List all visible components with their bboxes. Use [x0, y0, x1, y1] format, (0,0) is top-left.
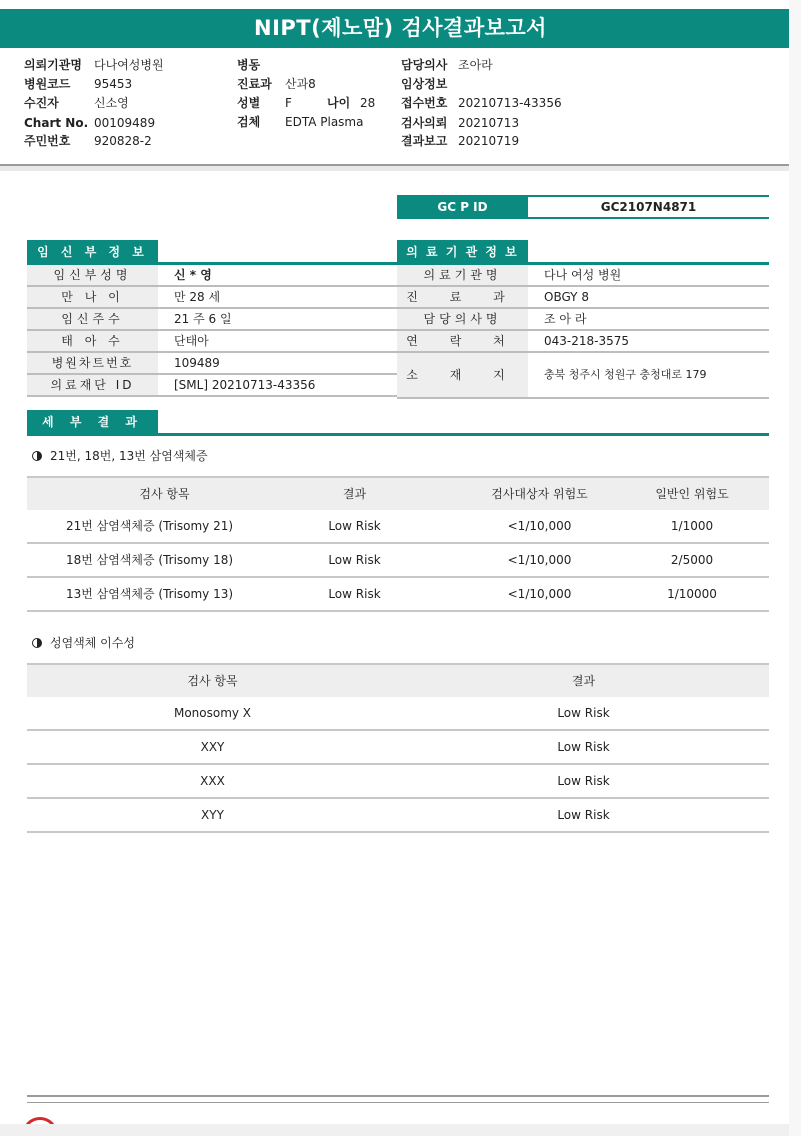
- header-key: 검사의뢰: [401, 116, 448, 130]
- pregnant-section-tab: 임 신 부 정 보: [27, 240, 158, 264]
- pregnant-row-chart: [27, 353, 398, 375]
- header-value: 20210719: [458, 134, 520, 148]
- header-cell: 검사 항목: [139, 487, 190, 501]
- header-value: 산과8: [285, 77, 316, 91]
- general-risk-cell: 1/10000: [667, 587, 717, 601]
- header-key: 병동: [237, 58, 261, 72]
- detail-section-line: [27, 433, 769, 436]
- clinic-section-tab: 의 료 기 관 정 보: [397, 240, 528, 264]
- header-cell: 결과: [342, 487, 367, 501]
- header-age-label: 나이: [327, 96, 351, 110]
- general-risk-cell: 2/5000: [670, 553, 714, 567]
- header-row-request-date: [401, 114, 519, 132]
- pregnant-row-age: [27, 287, 398, 309]
- item-cell: 13번 삼염색체증 (Trisomy 13): [65, 587, 234, 601]
- header-cell: 일반인 위험도: [655, 487, 729, 501]
- header-cell: 검사대상자 위험도: [491, 487, 588, 501]
- header-value: EDTA Plasma: [285, 115, 364, 129]
- header-row-sex: [237, 94, 375, 112]
- table-row: [27, 510, 769, 544]
- footer-divider: [27, 1095, 769, 1097]
- field-value: 충북 청주시 청원구 충청대로 179: [544, 368, 707, 381]
- field-label: 병원차트번호: [27, 353, 158, 373]
- field-value: 043-218-3575: [544, 334, 630, 348]
- table-row: [27, 765, 769, 799]
- header-key: 결과보고: [401, 134, 448, 148]
- subject-risk-cell: <1/10,000: [507, 587, 572, 601]
- field-label: 담당의사명: [397, 309, 528, 329]
- patient-header: [0, 54, 801, 164]
- header-key: 접수번호: [401, 96, 448, 110]
- header-key: 담당의사: [401, 58, 448, 72]
- subject-risk-cell: <1/10,000: [507, 519, 572, 533]
- clinic-row-department: [397, 287, 769, 309]
- table-row: [27, 731, 769, 765]
- header-value: 신소영: [94, 96, 129, 110]
- table-row: [27, 578, 769, 612]
- header-value: 조아라: [458, 58, 493, 72]
- header-row-report-date: [401, 132, 519, 150]
- header-value: 95453: [94, 77, 133, 91]
- pregnant-row-foundation-id: [27, 375, 398, 397]
- field-label: 임신주수: [27, 309, 158, 329]
- header-value: F: [285, 96, 292, 110]
- pregnant-row-fetus: [27, 331, 398, 353]
- header-value: 920828-2: [94, 134, 152, 148]
- result-cell: Low Risk: [557, 808, 610, 822]
- field-value: 109489: [174, 356, 220, 370]
- header-key: 주민번호: [24, 134, 71, 148]
- header-value: 20210713: [458, 116, 520, 130]
- field-value: 신 * 영: [174, 268, 212, 282]
- header-shade: [0, 166, 801, 171]
- field-value: 조 아 라: [544, 312, 587, 326]
- header-key: 진료과: [237, 77, 272, 91]
- half-circle-icon: [32, 451, 42, 461]
- header-key: Chart No.: [24, 116, 89, 130]
- clinic-row-address: [397, 353, 769, 399]
- header-row-clinical-info: [401, 75, 458, 93]
- header-key: 검체: [237, 115, 261, 129]
- item-cell: XYY: [201, 808, 224, 822]
- item-cell: 18번 삼염색체증 (Trisomy 18): [65, 553, 234, 567]
- item-cell: XXY: [200, 740, 225, 754]
- header-row-hospital-code: [24, 75, 132, 93]
- result-cell: Low Risk: [328, 587, 381, 601]
- sex-chrom-subtitle-text: 성염색체 이수성: [50, 636, 135, 650]
- result-cell: Low Risk: [557, 740, 610, 754]
- result-cell: Low Risk: [328, 553, 381, 567]
- pregnant-row-weeks: [27, 309, 398, 331]
- gc-id-label: GC P ID: [397, 197, 528, 217]
- field-value: 단태아: [174, 334, 209, 348]
- footer-divider-thin: [27, 1102, 769, 1103]
- field-label: 소 재 지: [397, 353, 528, 397]
- general-risk-cell: 1/1000: [670, 519, 714, 533]
- field-label: 임신부성명: [27, 265, 158, 285]
- gc-id-value: GC2107N4871: [600, 200, 697, 214]
- header-row-receipt-no: [401, 94, 562, 112]
- clinic-row-doctor: [397, 309, 769, 331]
- header-row-institution: [24, 56, 164, 74]
- header-row-doctor: [401, 56, 493, 74]
- header-cell: 결과: [571, 674, 596, 688]
- header-key: 의뢰기관명: [24, 58, 82, 72]
- table-header: [27, 476, 769, 510]
- gc-id-box: [397, 195, 769, 219]
- field-label: 만 나 이: [27, 287, 158, 307]
- header-value: 00109489: [94, 116, 156, 130]
- header-row-ward: [237, 56, 285, 74]
- horizontal-scrollbar[interactable]: [0, 1124, 801, 1136]
- header-row-chart-no: [24, 114, 155, 132]
- clinic-row-contact: [397, 331, 769, 353]
- field-label: 의료재단 ID: [27, 375, 158, 395]
- half-circle-icon: [32, 638, 42, 648]
- header-row-id-number: [24, 132, 152, 150]
- header-cell: 검사 항목: [187, 674, 238, 688]
- header-key: 임상정보: [401, 77, 448, 91]
- field-label: 태 아 수: [27, 331, 158, 351]
- header-value: 다나여성병원: [94, 58, 164, 72]
- table-header: [27, 663, 769, 697]
- header-row-specimen: [237, 113, 363, 131]
- field-label: 진 료 과: [397, 287, 528, 307]
- trisomy-subtitle: [32, 448, 208, 464]
- report-title: NIPT(제노맘) 검사결과보고서: [0, 9, 801, 48]
- header-row-patient: [24, 94, 129, 112]
- result-cell: Low Risk: [328, 519, 381, 533]
- header-key: 성별: [237, 96, 261, 110]
- subject-risk-cell: <1/10,000: [507, 553, 572, 567]
- table-row: [27, 799, 769, 833]
- clinic-row-name: [397, 265, 769, 287]
- result-cell: Low Risk: [557, 774, 610, 788]
- detail-section-tab: 세 부 결 과: [27, 410, 158, 434]
- table-row: [27, 544, 769, 578]
- sex-chrom-subtitle: [32, 635, 135, 651]
- header-row-department: [237, 75, 316, 93]
- field-value: OBGY 8: [544, 290, 589, 304]
- field-value: 21 주 6 일: [174, 312, 232, 326]
- header-key: 병원코드: [24, 77, 71, 91]
- header-value: 20210713-43356: [458, 96, 562, 110]
- field-value: 만 28 세: [174, 290, 221, 304]
- item-cell: 21번 삼염색체증 (Trisomy 21): [65, 519, 234, 533]
- field-label: 의료기관명: [397, 265, 528, 285]
- vertical-scrollbar[interactable]: [789, 0, 801, 1136]
- field-value: 다나 여성 병원: [544, 268, 622, 282]
- pregnant-row-name: [27, 265, 398, 287]
- header-key: 수진자: [24, 96, 59, 110]
- trisomy-subtitle-text: 21번, 18번, 13번 삼염색체증: [50, 449, 208, 463]
- item-cell: Monosomy X: [173, 706, 252, 720]
- item-cell: XXX: [200, 774, 225, 788]
- table-row: [27, 697, 769, 731]
- header-age-value: 28: [360, 96, 376, 110]
- result-cell: Low Risk: [557, 706, 610, 720]
- field-label: 연 락 처: [397, 331, 528, 351]
- field-value: [SML] 20210713-43356: [174, 378, 316, 392]
